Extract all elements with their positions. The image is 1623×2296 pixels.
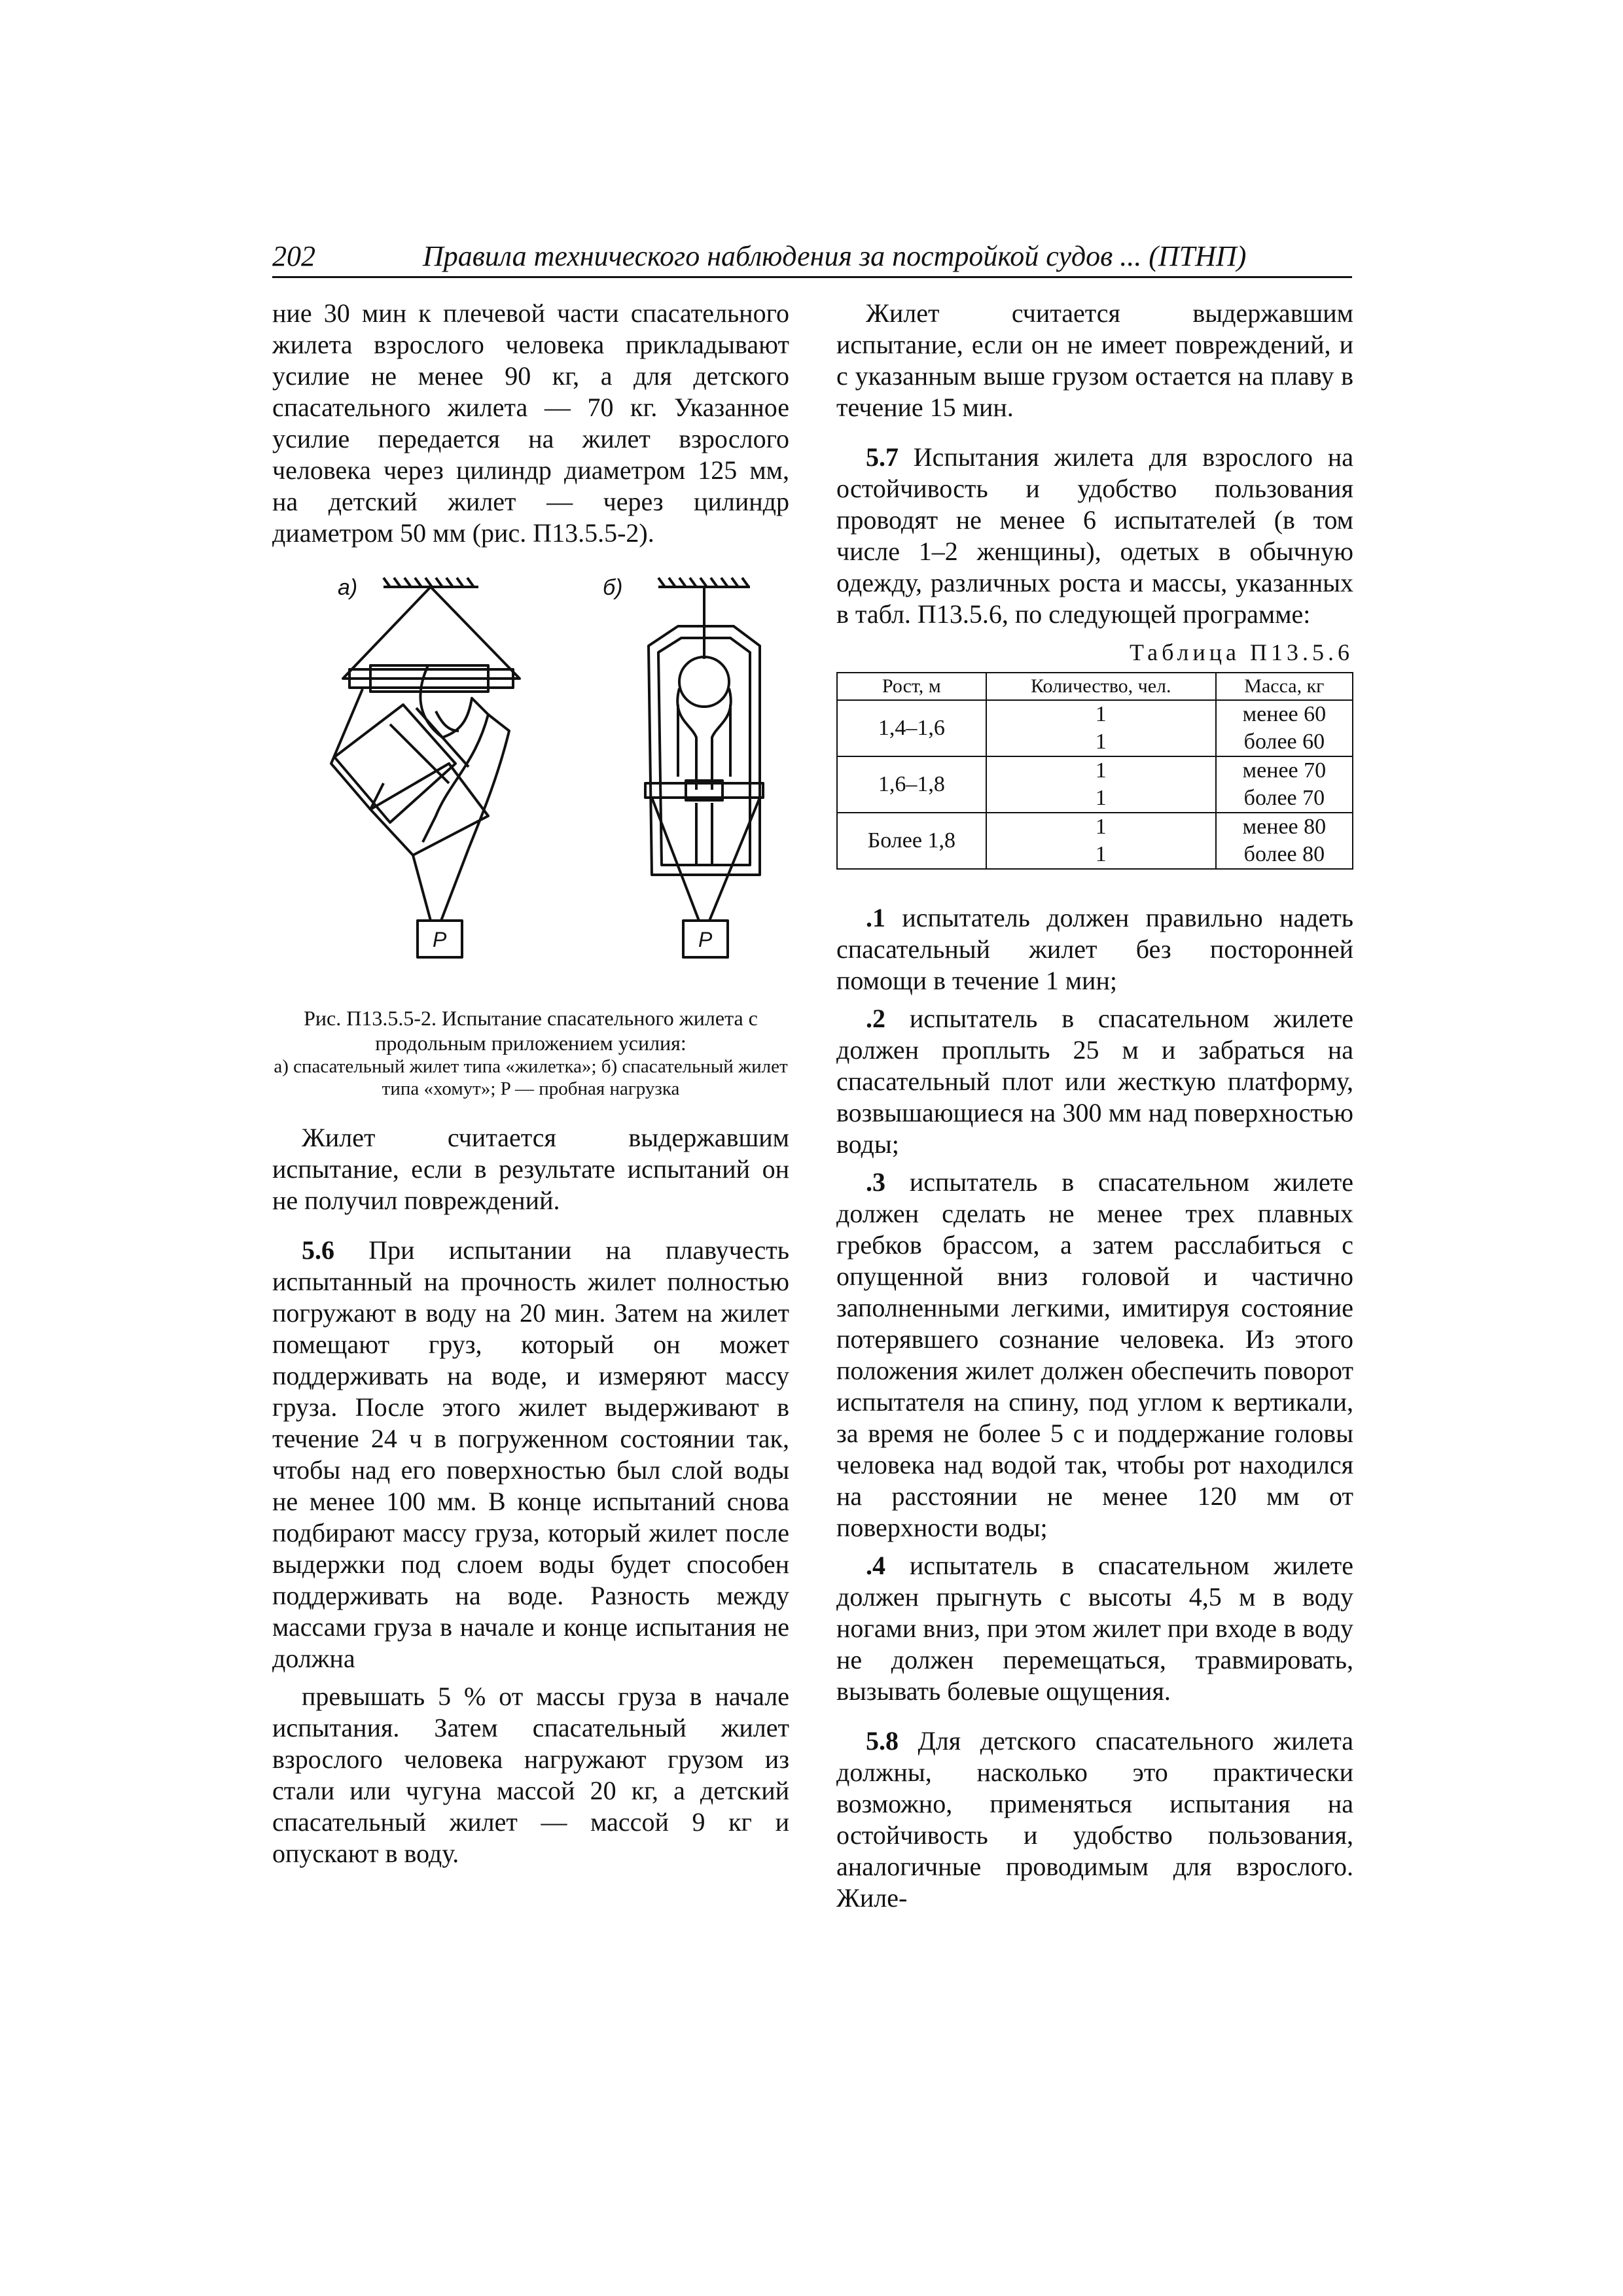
mass-value: более 60 (1243, 730, 1325, 754)
ceiling-b (658, 578, 750, 587)
left-column (272, 298, 789, 1888)
table-cell-height: 1,6–1,8 (837, 756, 986, 813)
count-value: 1 (1095, 702, 1107, 726)
item-text: испытатель в спасательном жилете должен сделать не менее трех плавных гребков брассом, а затем расслабиться с опущенной вниз головой и частично заполненными легкими, имитируя состояние потерявшего сознание человека. Из этого положения жилет должен обеспечить поворот испытателя на спину, под углом к вертикали, за время не более 5 с и поддержание головы человека над водой так, чтобы рот находился на расстоянии не менее 120 мм от поверхности воды; (836, 1167, 1353, 1542)
running-title: Правила технического наблюдения за постройкой судов ... (ПТНП) (423, 240, 1247, 272)
table-cell-count (986, 756, 1216, 813)
item-number: .4 (866, 1551, 885, 1580)
count-value: 1 (1095, 815, 1107, 839)
count-value: 1 (1095, 758, 1107, 783)
list-item-4 (836, 1550, 1353, 1707)
table-header: Рост, м (837, 673, 986, 700)
count-value: 1 (1095, 786, 1107, 810)
figure-caption-sub: а) спасательный жилет типа «жилетка»; б) спасательный жилет типа «хомут»; P — пробная нагрузка (274, 1056, 788, 1099)
paragraph-text: При испытании на плавучесть испытанный на прочность жилет полностью погружают в воду на 20 мин. Затем на жилет помещают груз, который он может поддерживать на воде, и измеряют массу груза. После этого жилет выдерживают в течение 24 ч в погруженном состоянии так, чтобы над его поверхностью был слой воды не менее 100 мм. В конце испытаний снова подбирают массу груза, который жилет после выдержки под слоем воды будет способен поддерживать на воде. Разность между массами груза в начале и конце испытания не должна (272, 1235, 789, 1673)
item-number: .3 (866, 1167, 885, 1197)
item-text: испытатель должен правильно надеть спасательный жилет без посторонней помощи в течение 1 мин; (836, 903, 1353, 995)
cable-b2 (709, 798, 760, 921)
count-value: 1 (1095, 730, 1107, 754)
table-header: Количество, чел. (986, 673, 1216, 700)
figure-caption (272, 1006, 789, 1100)
cable-a2 (441, 849, 469, 921)
table-cell-height: 1,4–1,6 (837, 700, 986, 756)
paragraph: превышать 5 % от массы груза в начале испытания. Затем спасательный жилет взрослого человека нагружают грузом из стали или чугуна массой 20 кг, а детский спасательный жилет — массой 9 кг и опускают в воду. (272, 1682, 789, 1868)
paragraph-text: Испытания жилета для взрослого на остойчивость и удобство пользования проводят не менее 6 испытателей (в том числе 1–2 женщины), одетых в обычную одежду, различных роста и массы, указанных в табл. П13.5.6, по следующей программе: (836, 442, 1353, 629)
paragraph: Жилет считается выдержавшим испытание, если он не имеет повреждений, и с указанным выше грузом остается на плаву в течение 15 мин. (836, 298, 1353, 422)
table-row (837, 700, 1353, 756)
ceiling-a (383, 578, 478, 587)
item-number: .2 (866, 1004, 885, 1033)
table-header-row (837, 673, 1353, 700)
load-label-b: P (698, 928, 713, 951)
section-number: 5.8 (866, 1726, 899, 1756)
vest-a (331, 665, 509, 855)
cable-a1 (413, 855, 431, 921)
paragraph-5-8 (836, 1725, 1353, 1914)
mass-value: более 80 (1243, 842, 1325, 866)
figure-label-a: а) (338, 575, 358, 600)
paragraph-text: Для детского спасательного жилета должны, насколько это практически возможно, применяться испытания на остойчивость и удобство пользования, аналогичные проводимым для взрослого. Жиле- (836, 1726, 1353, 1913)
figure-caption-main: Рис. П13.5.5-2. Испытание спасательного жилета с продольным приложением усилия: (304, 1006, 758, 1055)
right-column (836, 298, 1353, 1932)
mass-value: менее 60 (1242, 702, 1327, 726)
table-cell-mass (1216, 813, 1353, 869)
table-cell-height: Более 1,8 (837, 813, 986, 869)
count-value: 1 (1095, 842, 1107, 866)
figure-label-b: б) (603, 575, 623, 600)
paragraph: Жилет считается выдержавшим испытание, если в результате испытаний он не получил повреждений. (272, 1123, 789, 1215)
table-cell-mass (1216, 700, 1353, 756)
table-cell-count (986, 700, 1216, 756)
page-number: 202 (272, 240, 315, 272)
paragraph: ние 30 мин к плечевой части спасательного жилета взрослого человека прикладывают усилие не менее 90 кг, а для детского спасательного жилета — 70 кг. Указанное усилие передается на жилет взрослого человека через цилиндр диаметром 125 мм, на детский жилет — через цилиндр диаметром 50 мм (рис. П13.5.5-2). (272, 298, 789, 548)
table-cell-mass (1216, 756, 1353, 813)
cable-b1 (652, 798, 699, 921)
table-row (837, 756, 1353, 813)
table-header: Масса, кг (1216, 673, 1353, 700)
mass-value: менее 80 (1242, 815, 1327, 839)
mass-value: менее 70 (1242, 758, 1327, 783)
paragraph-5-6 (272, 1235, 789, 1674)
table-title: Таблица П13.5.6 (1130, 639, 1353, 665)
figure-vest-test (272, 567, 789, 999)
tester-params-table (836, 672, 1353, 870)
table-cell-count (986, 813, 1216, 869)
paragraph-5-7 (836, 442, 1353, 630)
section-number: 5.7 (866, 442, 899, 472)
item-number: .1 (866, 903, 885, 932)
item-text: испытатель в спасательном жилете должен прыгнуть с высоты 4,5 м в воду ногами вниз, при этом жилет при входе в воду не должен перемещаться, травмировать, вызывать болевые ощущения. (836, 1551, 1353, 1706)
table-row (837, 813, 1353, 869)
running-header (272, 237, 1352, 278)
vest-b (645, 626, 763, 875)
item-text: испытатель в спасательном жилете должен проплыть 25 м и забраться на спасательный плот или жесткую платформу, возвышающиеся на 300 мм над поверхностью воды; (836, 1004, 1353, 1159)
list-item-2 (836, 1003, 1353, 1160)
list-item-3 (836, 1167, 1353, 1544)
mass-value: более 70 (1243, 786, 1325, 810)
list-item-1 (836, 902, 1353, 997)
section-number: 5.6 (302, 1235, 334, 1265)
load-label-a: P (433, 928, 447, 951)
figure-drawing (272, 567, 789, 999)
